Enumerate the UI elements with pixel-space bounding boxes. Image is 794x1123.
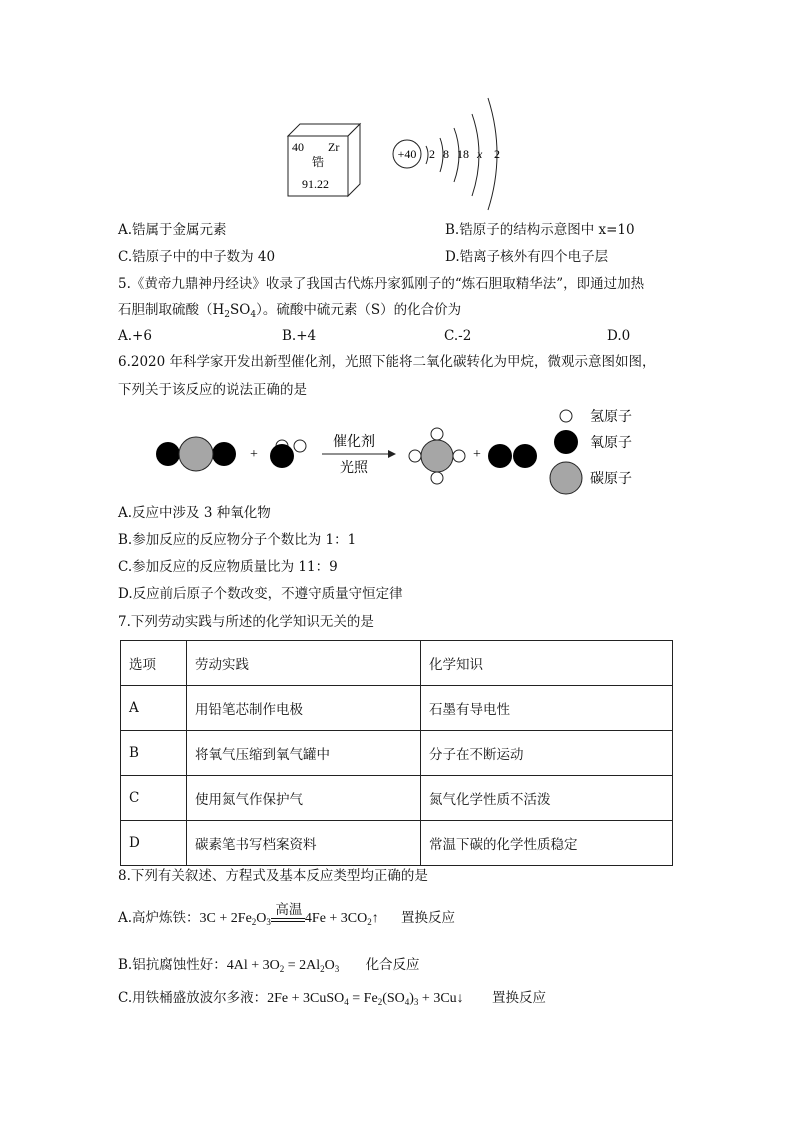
q7-table <box>120 640 673 866</box>
q8-equation-b: $4Al + 3O_2 = 2Al_2O_3$ <box>226 958 340 974</box>
q6-option-c[interactable]: C.参加反应的反应物质量比为 11：9 <box>118 559 338 575</box>
table-row <box>121 776 673 821</box>
light-label: 光照 <box>340 460 368 476</box>
table-cell: 石墨有导电性 <box>421 686 673 731</box>
q5-option-d[interactable]: D.0 <box>607 328 631 344</box>
legend <box>550 409 632 494</box>
table-row <box>121 686 673 731</box>
element-symbol: Zr <box>328 140 340 154</box>
q5-stem-line1: 5.《黄帝九鼎神丹经诀》收录了我国古代炼丹家狐刚子的“炼石胆取精华法”，即通过加热 <box>118 276 645 292</box>
table-cell: B <box>121 731 187 776</box>
table-row <box>121 731 673 776</box>
q8-option-c[interactable] <box>118 988 546 1009</box>
table-cell: 碳素笔书写档案资料 <box>187 821 421 866</box>
legend-carbon-swatch <box>550 462 582 494</box>
o2-molecule <box>488 444 537 468</box>
nucleus-charge: +40 <box>397 147 417 161</box>
q5-stem-line2 <box>118 300 461 320</box>
legend-oxygen-label: 氧原子 <box>590 435 632 451</box>
table-cell: D <box>121 821 187 866</box>
table-cell: 用铅笔芯制作电极 <box>187 686 421 731</box>
reaction-diagram <box>150 400 670 500</box>
q8-equation-a: $3C + 2Fe_2O_3$ 高温 $4Fe + 3CO_2↑$ <box>199 902 379 927</box>
element-card <box>284 120 364 200</box>
table-header-row <box>121 641 673 686</box>
q8-option-c-label: C.用铁桶盛放波尔多液： <box>118 990 268 1006</box>
atom-structure-diagram <box>388 92 508 212</box>
q4-option-c[interactable]: C.锆原子中的中子数为 40 <box>118 249 276 265</box>
atomic-number: 40 <box>292 140 304 154</box>
table-cell: 将氧气压缩到氧气罐中 <box>187 731 421 776</box>
q4-option-d[interactable]: D.锆离子核外有四个电子层 <box>445 249 609 265</box>
shell-3: 18 <box>457 147 469 161</box>
table-cell: C <box>121 776 187 821</box>
legend-hydrogen-label: 氢原子 <box>590 409 632 425</box>
q8-equation-c: 2Fe + 3CuSO$_4$ = $Fe_2(SO_4)_3$ + 3Cu↓ <box>267 991 464 1007</box>
q8-option-b[interactable] <box>118 955 420 976</box>
table-header-cell: 选项 <box>121 641 187 686</box>
table-cell: 常温下碳的化学性质稳定 <box>421 821 673 866</box>
legend-oxygen-swatch <box>554 430 578 454</box>
q5-line2-part-a: 石胆制取硫酸（H <box>118 302 225 318</box>
q5-subscript-1: 2 <box>224 310 231 320</box>
h2o-molecule <box>270 440 306 468</box>
q6-stem-line2: 下列关于该反应的说法正确的是 <box>118 382 307 398</box>
shell-5: 2 <box>494 147 500 161</box>
q8-option-a[interactable] <box>118 902 456 929</box>
q4-option-b[interactable]: B.锆原子的结构示意图中 x=10 <box>445 222 635 238</box>
ch4-molecule <box>409 428 465 484</box>
table-cell: 使用氮气作保护气 <box>187 776 421 821</box>
q8-option-b-type: 化合反应 <box>365 957 420 973</box>
plus-sign-2: + <box>473 447 481 462</box>
q8-stem: 8.下列有关叙述、方程式及基本反应类型均正确的是 <box>118 868 428 884</box>
shell-1: 2 <box>429 147 435 161</box>
q6-option-b[interactable]: B.参加反应的反应物分子个数比为 1：1 <box>118 532 357 548</box>
catalyst-label: 催化剂 <box>333 434 375 450</box>
q6-stem-line1: 6.2020 年科学家开发出新型催化剂，光照下能将二氧化碳转化为甲烷，微观示意图如图， <box>118 354 656 370</box>
q8-option-c-type: 置换反应 <box>491 990 546 1006</box>
q7-stem: 7.下列劳动实践与所述的化学知识无关的是 <box>118 614 374 630</box>
table-row <box>121 821 673 866</box>
legend-carbon-label: 碳原子 <box>590 471 632 487</box>
q5-option-a[interactable]: A.+6 <box>118 328 152 344</box>
q5-subscript-2: 4 <box>250 310 257 320</box>
q8-condition-high-temp: 高温 <box>275 902 303 918</box>
q5-option-b[interactable]: B.+4 <box>282 328 317 344</box>
shell-4: x <box>477 147 483 161</box>
q6-option-d[interactable]: D.反应前后原子个数改变，不遵守质量守恒定律 <box>118 586 403 602</box>
plus-sign-1: + <box>250 447 258 462</box>
q8-option-b-label: B.铝抗腐蚀性好： <box>118 957 227 973</box>
q5-line2-part-b: SO <box>230 302 251 318</box>
legend-hydrogen-swatch <box>560 410 572 422</box>
q4-option-a[interactable]: A.锆属于金属元素 <box>118 222 227 238</box>
q5-option-c[interactable]: C.-2 <box>444 328 472 344</box>
table-cell: A <box>121 686 187 731</box>
co2-molecule <box>156 437 236 471</box>
element-name: 锆 <box>312 155 325 169</box>
table-header-cell: 化学知识 <box>421 641 673 686</box>
q8-option-a-type: 置换反应 <box>401 910 456 926</box>
shell-2: 8 <box>443 147 449 161</box>
table-cell: 氮气化学性质不活泼 <box>421 776 673 821</box>
table-header-cell: 劳动实践 <box>187 641 421 686</box>
q8-option-a-label: A.高炉炼铁： <box>118 910 200 926</box>
table-cell: 分子在不断运动 <box>421 731 673 776</box>
q6-option-a[interactable]: A.反应中涉及 3 种氧化物 <box>118 505 271 521</box>
atomic-mass: 91.22 <box>302 177 329 191</box>
q5-line2-part-c: ）。硫酸中硫元素（S）的化合价为 <box>256 302 462 318</box>
